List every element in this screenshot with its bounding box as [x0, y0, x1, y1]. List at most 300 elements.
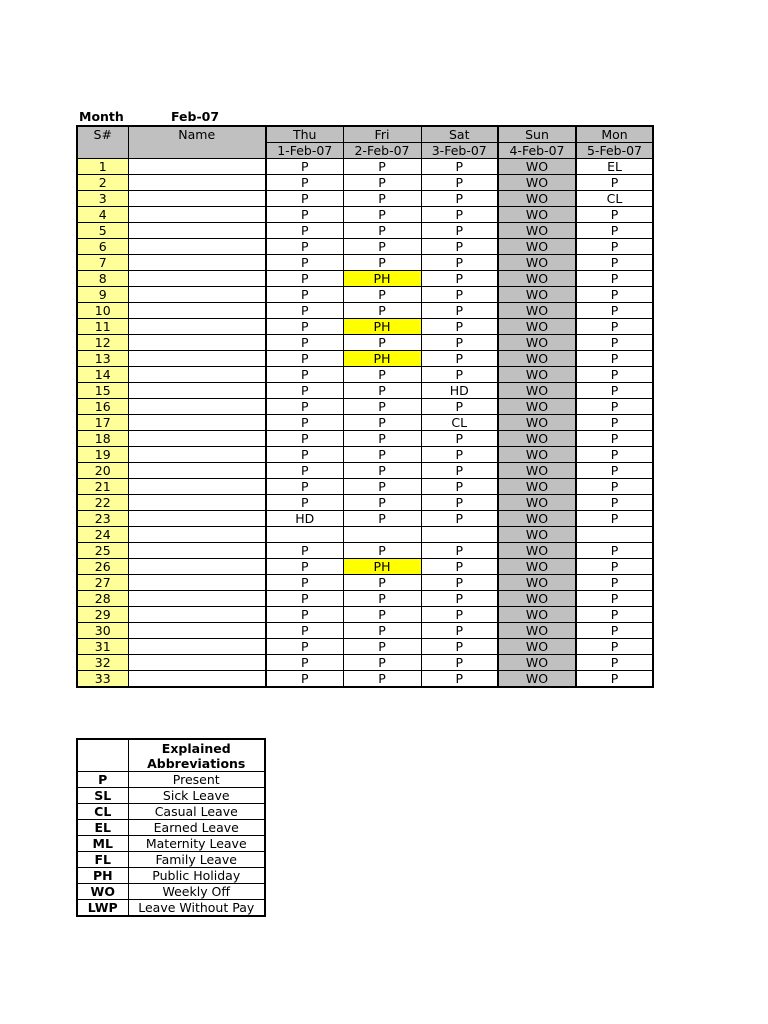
table-row — [77, 191, 653, 207]
table-row — [77, 559, 653, 575]
attendance-cell[interactable]: WO — [498, 351, 576, 367]
attendance-cell[interactable]: P — [421, 463, 498, 479]
attendance-cell[interactable]: WO — [498, 447, 576, 463]
attendance-cell[interactable]: WO — [498, 159, 576, 175]
attendance-cell[interactable]: P — [343, 287, 421, 303]
row-serial: 8 — [77, 271, 128, 287]
table-row — [77, 575, 653, 591]
attendance-cell[interactable]: P — [421, 367, 498, 383]
row-name-cell[interactable] — [128, 639, 266, 655]
attendance-cell[interactable]: P — [343, 543, 421, 559]
attendance-cell[interactable]: P — [576, 639, 653, 655]
header-day-5: Mon — [576, 126, 653, 143]
attendance-cell[interactable]: P — [343, 159, 421, 175]
attendance-cell[interactable]: P — [421, 175, 498, 191]
row-name-cell[interactable] — [128, 399, 266, 415]
attendance-cell[interactable]: WO — [498, 559, 576, 575]
legend-code: SL — [77, 788, 128, 804]
row-serial: 27 — [77, 575, 128, 591]
header-name: Name — [128, 126, 266, 159]
attendance-cell[interactable]: P — [576, 319, 653, 335]
attendance-cell[interactable]: WO — [498, 495, 576, 511]
attendance-cell[interactable]: P — [421, 191, 498, 207]
attendance-cell[interactable]: P — [576, 335, 653, 351]
attendance-cell[interactable]: P — [576, 303, 653, 319]
attendance-cell[interactable]: WO — [498, 607, 576, 623]
attendance-cell[interactable]: P — [343, 383, 421, 399]
row-serial: 20 — [77, 463, 128, 479]
row-name-cell[interactable] — [128, 655, 266, 671]
attendance-cell[interactable]: P — [421, 543, 498, 559]
attendance-cell[interactable]: P — [576, 495, 653, 511]
table-row — [77, 255, 653, 271]
table-row — [77, 511, 653, 527]
attendance-cell[interactable]: P — [266, 335, 343, 351]
attendance-cell[interactable]: WO — [498, 287, 576, 303]
header-date-3: 3-Feb-07 — [421, 143, 498, 159]
attendance-cell[interactable]: P — [576, 543, 653, 559]
table-row — [77, 607, 653, 623]
attendance-cell[interactable]: P — [576, 383, 653, 399]
header-date-4: 4-Feb-07 — [498, 143, 576, 159]
attendance-cell[interactable]: PH — [343, 351, 421, 367]
attendance-cell[interactable]: WO — [498, 671, 576, 688]
header-row — [77, 126, 653, 143]
header-serial: S# — [77, 126, 128, 159]
attendance-cell[interactable]: P — [421, 623, 498, 639]
table-row — [77, 287, 653, 303]
header-date-5: 5-Feb-07 — [576, 143, 653, 159]
attendance-cell[interactable]: PH — [343, 559, 421, 575]
attendance-cell[interactable]: P — [343, 463, 421, 479]
row-name-cell[interactable] — [128, 447, 266, 463]
attendance-table — [76, 125, 654, 688]
attendance-cell[interactable]: P — [343, 415, 421, 431]
header-day-2: Fri — [343, 126, 421, 143]
header-day-4: Sun — [498, 126, 576, 143]
attendance-cell[interactable]: P — [343, 367, 421, 383]
attendance-cell[interactable]: P — [266, 495, 343, 511]
legend-title — [128, 739, 265, 772]
attendance-cell[interactable]: P — [343, 255, 421, 271]
attendance-cell[interactable]: P — [576, 447, 653, 463]
row-serial: 13 — [77, 351, 128, 367]
legend-meaning: Family Leave — [128, 852, 265, 868]
attendance-cell[interactable]: P — [421, 319, 498, 335]
attendance-cell[interactable]: P — [343, 655, 421, 671]
row-serial: 29 — [77, 607, 128, 623]
attendance-cell[interactable] — [576, 527, 653, 543]
table-row — [77, 639, 653, 655]
attendance-cell[interactable]: P — [576, 239, 653, 255]
attendance-cell[interactable]: WO — [498, 463, 576, 479]
row-name-cell[interactable] — [128, 223, 266, 239]
attendance-cell[interactable]: P — [266, 575, 343, 591]
attendance-cell[interactable]: P — [421, 335, 498, 351]
row-serial: 33 — [77, 671, 128, 688]
attendance-cell[interactable]: WO — [498, 415, 576, 431]
attendance-cell[interactable]: P — [266, 447, 343, 463]
row-serial: 6 — [77, 239, 128, 255]
attendance-cell[interactable]: P — [576, 479, 653, 495]
attendance-cell[interactable]: P — [266, 591, 343, 607]
attendance-cell[interactable]: P — [576, 671, 653, 688]
legend-meaning: Casual Leave — [128, 804, 265, 820]
attendance-cell[interactable]: P — [421, 287, 498, 303]
attendance-cell[interactable]: P — [343, 335, 421, 351]
attendance-cell[interactable]: P — [576, 623, 653, 639]
month-value[interactable]: Feb-07 — [171, 109, 220, 124]
attendance-cell[interactable]: PH — [343, 319, 421, 335]
attendance-cell[interactable]: WO — [498, 431, 576, 447]
attendance-cell[interactable]: P — [421, 303, 498, 319]
row-name-cell[interactable] — [128, 527, 266, 543]
attendance-cell[interactable] — [266, 527, 343, 543]
row-name-cell[interactable] — [128, 175, 266, 191]
legend-meaning: Present — [128, 772, 265, 788]
row-serial: 23 — [77, 511, 128, 527]
table-row — [77, 479, 653, 495]
attendance-cell[interactable]: P — [266, 255, 343, 271]
attendance-cell[interactable]: P — [343, 671, 421, 688]
row-name-cell[interactable] — [128, 191, 266, 207]
attendance-cell[interactable]: P — [421, 495, 498, 511]
attendance-cell[interactable]: P — [266, 639, 343, 655]
attendance-cell[interactable]: WO — [498, 175, 576, 191]
legend-code: EL — [77, 820, 128, 836]
row-serial: 28 — [77, 591, 128, 607]
row-name-cell[interactable] — [128, 575, 266, 591]
row-serial: 11 — [77, 319, 128, 335]
legend-row — [77, 820, 265, 836]
attendance-cell[interactable]: P — [421, 639, 498, 655]
row-name-cell[interactable] — [128, 319, 266, 335]
attendance-cell[interactable]: P — [266, 559, 343, 575]
legend-meaning: Public Holiday — [128, 868, 265, 884]
table-row — [77, 671, 653, 688]
attendance-cell[interactable]: P — [266, 207, 343, 223]
attendance-cell[interactable]: WO — [498, 255, 576, 271]
row-serial: 19 — [77, 447, 128, 463]
attendance-cell[interactable]: P — [343, 207, 421, 223]
row-name-cell[interactable] — [128, 207, 266, 223]
attendance-cell[interactable]: P — [421, 607, 498, 623]
table-row — [77, 207, 653, 223]
attendance-cell[interactable]: P — [576, 255, 653, 271]
row-name-cell[interactable] — [128, 351, 266, 367]
legend-row — [77, 788, 265, 804]
row-name-cell[interactable] — [128, 559, 266, 575]
attendance-cell[interactable]: P — [266, 319, 343, 335]
attendance-cell[interactable]: P — [421, 591, 498, 607]
table-row — [77, 447, 653, 463]
attendance-cell[interactable]: P — [343, 623, 421, 639]
row-serial: 3 — [77, 191, 128, 207]
attendance-cell[interactable]: P — [266, 479, 343, 495]
attendance-cell[interactable]: P — [576, 271, 653, 287]
legend-meaning: Leave Without Pay — [128, 900, 265, 917]
row-serial: 18 — [77, 431, 128, 447]
row-serial: 25 — [77, 543, 128, 559]
legend-title-line1: Explained — [161, 740, 231, 756]
attendance-cell[interactable]: P — [266, 175, 343, 191]
attendance-cell[interactable]: P — [266, 271, 343, 287]
attendance-cell[interactable]: P — [421, 447, 498, 463]
attendance-cell[interactable]: P — [576, 287, 653, 303]
legend-header-row — [77, 739, 265, 772]
legend-row — [77, 900, 265, 917]
attendance-cell[interactable]: P — [343, 431, 421, 447]
row-name-cell[interactable] — [128, 303, 266, 319]
row-name-cell[interactable] — [128, 671, 266, 688]
attendance-cell[interactable]: EL — [576, 159, 653, 175]
attendance-cell[interactable]: P — [266, 399, 343, 415]
row-name-cell[interactable] — [128, 511, 266, 527]
legend-title-line2: Abbreviations — [147, 755, 246, 771]
legend-code: CL — [77, 804, 128, 820]
attendance-cell[interactable]: P — [266, 431, 343, 447]
attendance-cell[interactable]: P — [421, 223, 498, 239]
table-row — [77, 415, 653, 431]
attendance-cell[interactable]: P — [576, 575, 653, 591]
attendance-cell[interactable]: P — [576, 415, 653, 431]
attendance-cell[interactable]: P — [421, 255, 498, 271]
row-name-cell[interactable] — [128, 255, 266, 271]
attendance-cell[interactable]: P — [266, 607, 343, 623]
attendance-cell[interactable]: P — [576, 175, 653, 191]
table-row — [77, 367, 653, 383]
legend-row — [77, 852, 265, 868]
row-name-cell[interactable] — [128, 479, 266, 495]
table-row — [77, 175, 653, 191]
attendance-cell[interactable]: P — [576, 607, 653, 623]
attendance-cell[interactable]: WO — [498, 303, 576, 319]
attendance-cell[interactable]: P — [266, 287, 343, 303]
attendance-cell[interactable]: P — [343, 175, 421, 191]
attendance-cell[interactable]: P — [266, 463, 343, 479]
attendance-cell[interactable]: P — [421, 559, 498, 575]
attendance-cell[interactable]: WO — [498, 543, 576, 559]
row-name-cell[interactable] — [128, 335, 266, 351]
row-name-cell[interactable] — [128, 591, 266, 607]
legend-code: ML — [77, 836, 128, 852]
row-serial: 22 — [77, 495, 128, 511]
attendance-cell[interactable]: P — [266, 239, 343, 255]
legend-meaning: Earned Leave — [128, 820, 265, 836]
table-row — [77, 591, 653, 607]
row-serial: 14 — [77, 367, 128, 383]
legend-corner — [77, 739, 128, 772]
row-name-cell[interactable] — [128, 415, 266, 431]
attendance-cell[interactable]: P — [343, 191, 421, 207]
attendance-cell[interactable]: P — [576, 463, 653, 479]
attendance-cell[interactable]: P — [421, 671, 498, 688]
attendance-cell[interactable]: P — [343, 607, 421, 623]
attendance-cell[interactable]: P — [266, 415, 343, 431]
attendance-cell[interactable]: P — [576, 591, 653, 607]
attendance-cell[interactable]: P — [576, 399, 653, 415]
attendance-cell[interactable]: P — [343, 223, 421, 239]
attendance-cell[interactable]: WO — [498, 383, 576, 399]
table-row — [77, 399, 653, 415]
header-day-1: Thu — [266, 126, 343, 143]
attendance-cell[interactable]: P — [576, 223, 653, 239]
row-serial: 9 — [77, 287, 128, 303]
attendance-cell[interactable]: P — [266, 223, 343, 239]
attendance-cell[interactable]: P — [343, 511, 421, 527]
attendance-cell[interactable]: HD — [266, 511, 343, 527]
row-name-cell[interactable] — [128, 159, 266, 175]
table-row — [77, 303, 653, 319]
attendance-cell[interactable]: P — [576, 511, 653, 527]
table-row — [77, 223, 653, 239]
attendance-cell[interactable]: P — [343, 591, 421, 607]
attendance-cell[interactable]: P — [421, 511, 498, 527]
legend-code: LWP — [77, 900, 128, 917]
attendance-cell[interactable]: P — [266, 159, 343, 175]
attendance-cell[interactable]: P — [343, 575, 421, 591]
table-row — [77, 271, 653, 287]
attendance-cell[interactable]: WO — [498, 207, 576, 223]
attendance-cell[interactable]: P — [421, 479, 498, 495]
row-serial: 32 — [77, 655, 128, 671]
row-name-cell[interactable] — [128, 431, 266, 447]
attendance-cell[interactable]: P — [266, 543, 343, 559]
attendance-cell[interactable]: P — [576, 367, 653, 383]
attendance-cell[interactable]: P — [343, 495, 421, 511]
legend-code: FL — [77, 852, 128, 868]
row-name-cell[interactable] — [128, 239, 266, 255]
row-serial: 31 — [77, 639, 128, 655]
attendance-cell[interactable]: CL — [421, 415, 498, 431]
attendance-cell[interactable]: WO — [498, 239, 576, 255]
table-row — [77, 319, 653, 335]
attendance-cell[interactable]: WO — [498, 655, 576, 671]
month-label: Month — [79, 109, 124, 124]
attendance-cell[interactable]: P — [343, 639, 421, 655]
attendance-cell[interactable]: P — [421, 655, 498, 671]
attendance-cell[interactable]: HD — [421, 383, 498, 399]
attendance-cell[interactable]: WO — [498, 639, 576, 655]
row-name-cell[interactable] — [128, 607, 266, 623]
attendance-cell[interactable]: P — [576, 655, 653, 671]
attendance-cell[interactable]: P — [266, 383, 343, 399]
row-serial: 30 — [77, 623, 128, 639]
row-serial: 24 — [77, 527, 128, 543]
attendance-cell[interactable]: P — [421, 239, 498, 255]
row-name-cell[interactable] — [128, 463, 266, 479]
attendance-cell[interactable]: WO — [498, 335, 576, 351]
legend-code: PH — [77, 868, 128, 884]
attendance-cell[interactable] — [343, 527, 421, 543]
attendance-cell[interactable]: P — [266, 351, 343, 367]
attendance-cell[interactable]: CL — [576, 191, 653, 207]
attendance-cell[interactable]: P — [343, 447, 421, 463]
legend-row — [77, 884, 265, 900]
legend-code: P — [77, 772, 128, 788]
row-serial: 15 — [77, 383, 128, 399]
attendance-cell[interactable]: WO — [498, 527, 576, 543]
attendance-cell[interactable]: WO — [498, 591, 576, 607]
attendance-cell[interactable]: WO — [498, 367, 576, 383]
attendance-cell[interactable]: P — [343, 479, 421, 495]
attendance-cell[interactable]: P — [421, 271, 498, 287]
table-row — [77, 351, 653, 367]
attendance-cell[interactable]: P — [343, 239, 421, 255]
attendance-cell[interactable]: P — [421, 431, 498, 447]
legend-row — [77, 772, 265, 788]
attendance-cell[interactable]: P — [576, 207, 653, 223]
table-row — [77, 431, 653, 447]
row-name-cell[interactable] — [128, 543, 266, 559]
legend-meaning: Weekly Off — [128, 884, 265, 900]
attendance-cell[interactable]: PH — [343, 271, 421, 287]
attendance-cell[interactable]: P — [266, 367, 343, 383]
attendance-cell[interactable]: WO — [498, 511, 576, 527]
row-name-cell[interactable] — [128, 623, 266, 639]
attendance-cell[interactable]: P — [421, 351, 498, 367]
attendance-cell[interactable]: P — [266, 623, 343, 639]
attendance-cell[interactable]: P — [576, 351, 653, 367]
table-row — [77, 159, 653, 175]
attendance-cell[interactable]: P — [576, 559, 653, 575]
row-serial: 12 — [77, 335, 128, 351]
legend-row — [77, 836, 265, 852]
attendance-cell[interactable]: P — [421, 399, 498, 415]
row-name-cell[interactable] — [128, 367, 266, 383]
attendance-cell[interactable] — [421, 527, 498, 543]
attendance-cell[interactable]: P — [266, 671, 343, 688]
table-row — [77, 335, 653, 351]
row-serial: 7 — [77, 255, 128, 271]
row-serial: 21 — [77, 479, 128, 495]
row-name-cell[interactable] — [128, 271, 266, 287]
row-serial: 4 — [77, 207, 128, 223]
header-date-2: 2-Feb-07 — [343, 143, 421, 159]
header-date-1: 1-Feb-07 — [266, 143, 343, 159]
table-row — [77, 655, 653, 671]
attendance-cell[interactable]: P — [266, 655, 343, 671]
legend-row — [77, 868, 265, 884]
attendance-cell[interactable]: WO — [498, 191, 576, 207]
attendance-cell[interactable]: P — [343, 303, 421, 319]
attendance-cell[interactable]: WO — [498, 399, 576, 415]
row-serial: 26 — [77, 559, 128, 575]
row-name-cell[interactable] — [128, 383, 266, 399]
row-serial: 1 — [77, 159, 128, 175]
attendance-cell[interactable]: P — [576, 431, 653, 447]
attendance-cell[interactable]: P — [343, 399, 421, 415]
attendance-cell[interactable]: P — [421, 207, 498, 223]
attendance-cell[interactable]: WO — [498, 575, 576, 591]
header-day-3: Sat — [421, 126, 498, 143]
row-serial: 2 — [77, 175, 128, 191]
abbreviations-legend — [76, 738, 266, 917]
attendance-cell[interactable]: P — [421, 575, 498, 591]
attendance-cell[interactable]: WO — [498, 623, 576, 639]
attendance-cell[interactable]: P — [421, 159, 498, 175]
table-row — [77, 495, 653, 511]
row-name-cell[interactable] — [128, 287, 266, 303]
attendance-cell[interactable]: WO — [498, 223, 576, 239]
table-row — [77, 527, 653, 543]
attendance-cell[interactable]: WO — [498, 271, 576, 287]
attendance-cell[interactable]: P — [266, 191, 343, 207]
attendance-cell[interactable]: WO — [498, 319, 576, 335]
row-name-cell[interactable] — [128, 495, 266, 511]
attendance-cell[interactable]: WO — [498, 479, 576, 495]
attendance-cell[interactable]: P — [266, 303, 343, 319]
